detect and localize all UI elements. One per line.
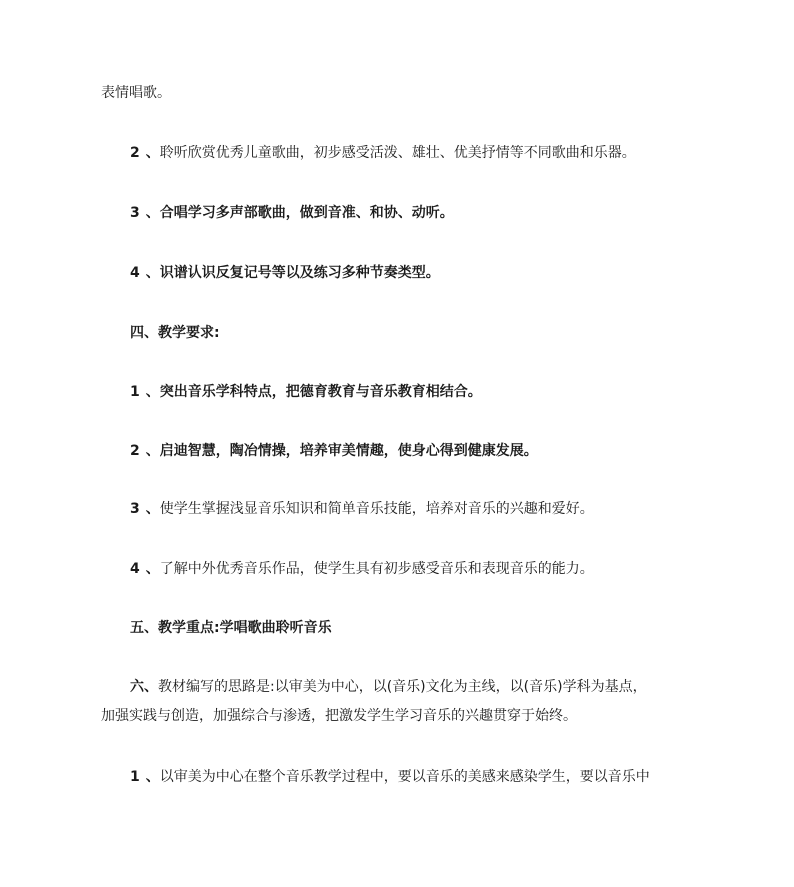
section-heading <box>130 618 332 638</box>
line-text: 加强实践与创造，加强综合与渗透，把激发学生学习音乐的兴趣贯穿于始终。 <box>101 708 577 724</box>
text-line <box>101 83 171 103</box>
item-text: 以审美为中心在整个音乐教学过程中，要以音乐的美感来感染学生，要以音乐中 <box>159 769 650 785</box>
item-separator: 、 <box>145 145 160 161</box>
list-item <box>130 559 594 579</box>
item-number: 4 <box>130 561 140 577</box>
item-number: 3 <box>130 205 140 221</box>
paragraph-line <box>101 706 577 726</box>
item-text: 识谱认识反复记号等以及练习多种节奏类型。 <box>159 265 440 281</box>
item-number: 2 <box>130 443 140 459</box>
line-text: 表情唱歌。 <box>101 85 171 101</box>
item-text: 合唱学习多声部歌曲，做到音准、和协、动听。 <box>159 205 454 221</box>
list-item <box>130 263 440 283</box>
item-separator: 、 <box>145 769 160 785</box>
item-text: 使学生掌握浅显音乐知识和简单音乐技能，培养对音乐的兴趣和爱好。 <box>159 501 594 517</box>
paragraph-line <box>130 677 647 697</box>
item-separator: 、 <box>145 561 160 577</box>
item-separator: 、 <box>145 384 160 400</box>
heading-text: 五、教学重点:学唱歌曲聆听音乐 <box>130 620 332 636</box>
line-text: 教材编写的思路是:以审美为中心，以(音乐)文化为主线，以(音乐)学科为基点， <box>158 679 647 695</box>
list-item <box>130 767 650 787</box>
item-text: 聆听欣赏优秀儿童歌曲，初步感受活泼、雄壮、优美抒情等不同歌曲和乐器。 <box>159 145 636 161</box>
item-text: 了解中外优秀音乐作品，使学生具有初步感受音乐和表现音乐的能力。 <box>159 561 594 577</box>
item-number: 4 <box>130 265 140 281</box>
item-text: 启迪智慧，陶冶情操，培养审美情趣，使身心得到健康发展。 <box>159 443 538 459</box>
list-item <box>130 143 636 163</box>
list-item <box>130 203 454 223</box>
section-heading <box>130 323 220 343</box>
item-separator: 、 <box>145 265 160 281</box>
list-item <box>130 499 594 519</box>
list-item <box>130 382 482 402</box>
item-separator: 、 <box>145 443 160 459</box>
section-lead: 六、 <box>130 679 158 695</box>
list-item <box>130 441 538 461</box>
item-number: 1 <box>130 384 140 400</box>
item-number: 2 <box>130 145 140 161</box>
item-number: 1 <box>130 769 140 785</box>
item-separator: 、 <box>145 205 160 221</box>
item-separator: 、 <box>145 501 160 517</box>
heading-text: 四、教学要求: <box>130 325 220 341</box>
item-number: 3 <box>130 501 140 517</box>
item-text: 突出音乐学科特点，把德育教育与音乐教育相结合。 <box>159 384 482 400</box>
